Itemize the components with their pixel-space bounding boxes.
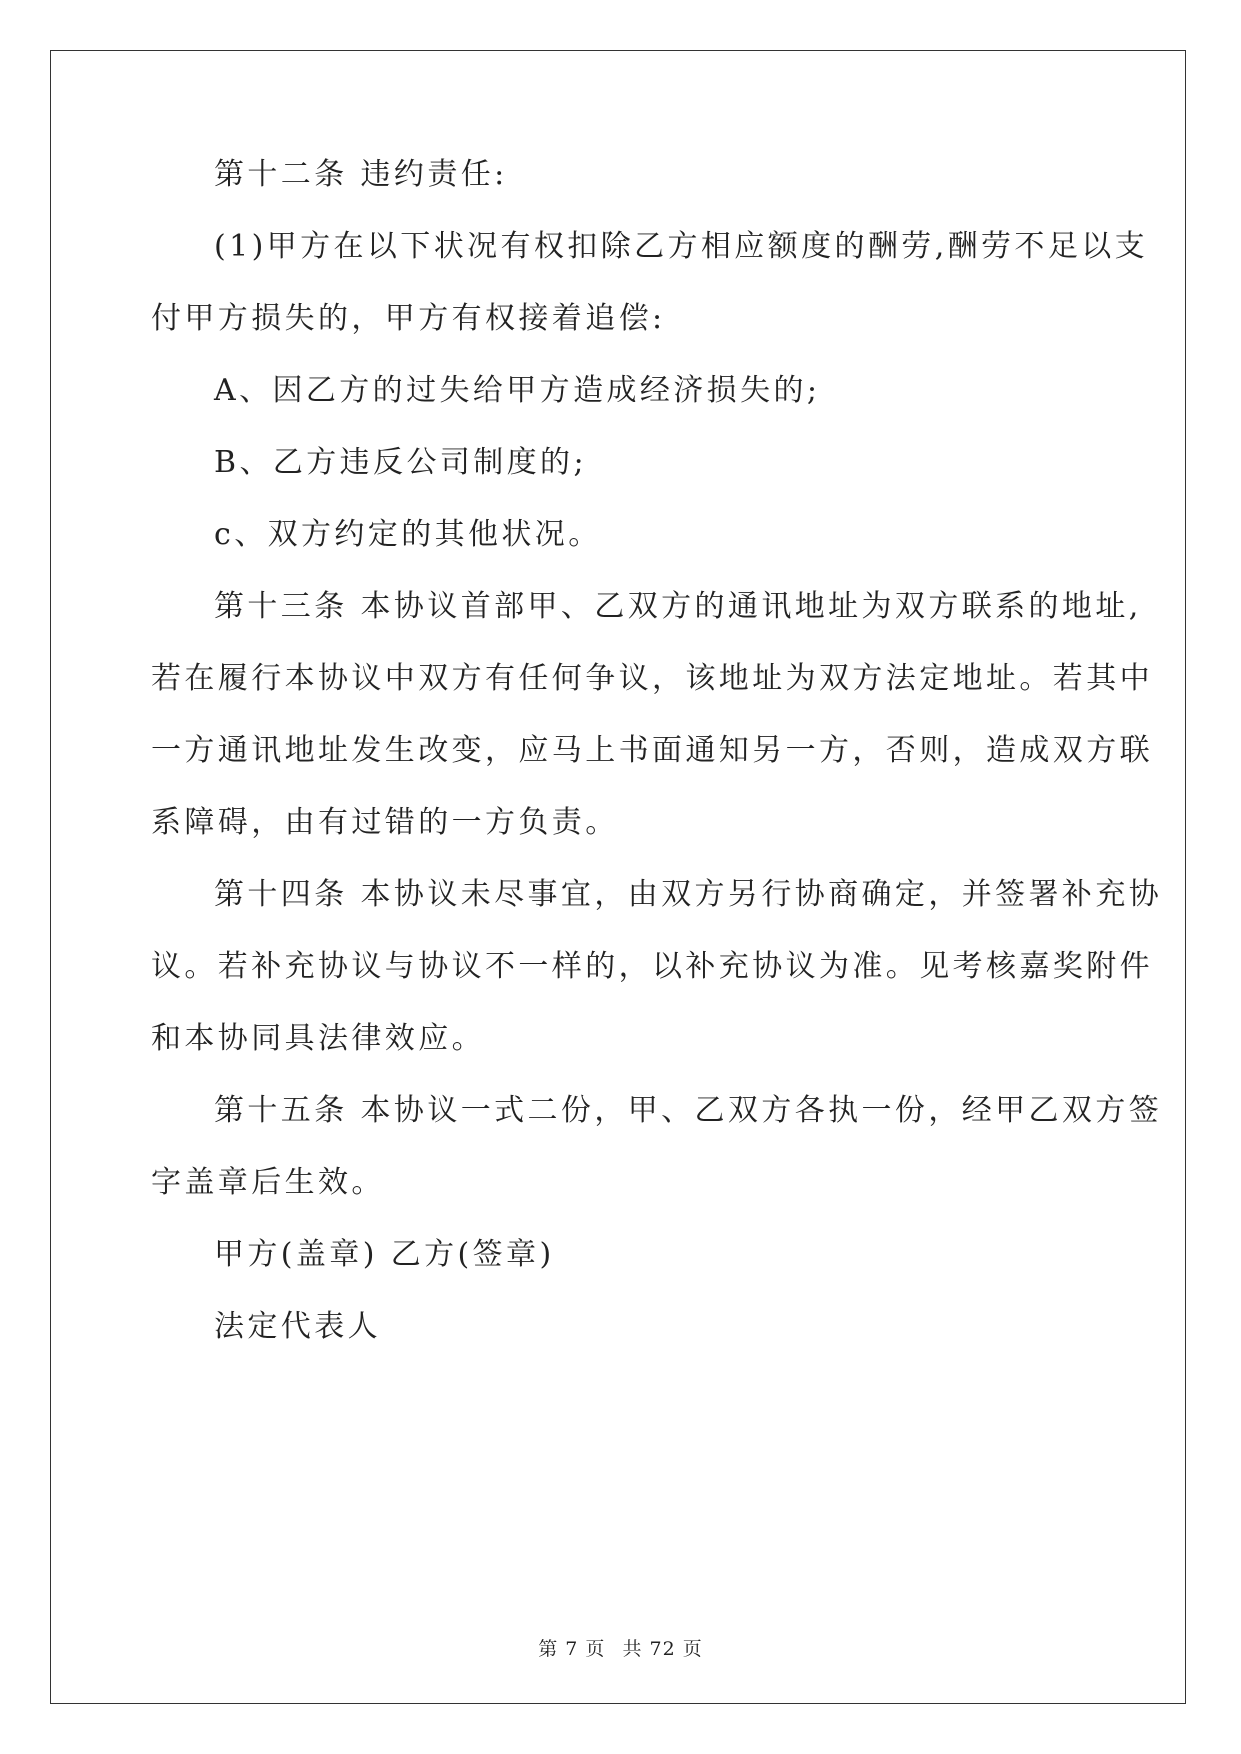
page-total: 共 72 页 [622, 1638, 703, 1660]
article-15-line-2: 字盖章后生效。 [151, 1165, 385, 1200]
clause-a: A、因乙方的过失给甲方造成经济损失的; [214, 373, 821, 408]
article-12-heading: 第十二条 违约责任: [214, 157, 508, 192]
legal-representative: 法定代表人 [214, 1309, 381, 1344]
clause-b: B、乙方违反公司制度的; [214, 445, 587, 480]
article-14-line-2: 议。若补充协议与协议不一样的，以补充协议为准。见考核嘉奖附件 [151, 949, 1153, 984]
signature-parties: 甲方(盖章) 乙方(签章) [214, 1237, 555, 1272]
clause-c: c、双方约定的其他状况。 [214, 517, 602, 552]
article-13-line-2: 若在履行本协议中双方有任何争议，该地址为双方法定地址。若其中 [151, 661, 1153, 696]
article-13-line-1: 第十三条 本协议首部甲、乙双方的通讯地址为双方联系的地址, [214, 589, 1142, 624]
page-number: 第 7 页 [538, 1638, 606, 1660]
article-14-line-1: 第十四条 本协议未尽事宜，由双方另行协商确定，并签署补充协 [214, 877, 1163, 912]
article-14-line-3: 和本协同具法律效应。 [151, 1021, 485, 1056]
article-13-line-4: 系障碍，由有过错的一方负责。 [151, 805, 619, 840]
clause-1-line-2: 付甲方损失的，甲方有权接着追偿: [151, 301, 666, 336]
page-footer [0, 1634, 1241, 1661]
article-15-line-1: 第十五条 本协议一式二份，甲、乙双方各执一份，经甲乙双方签 [214, 1093, 1163, 1128]
article-13-line-3: 一方通讯地址发生改变，应马上书面通知另一方，否则，造成双方联 [151, 733, 1153, 768]
clause-1-line-1: (1)甲方在以下状况有权扣除乙方相应额度的酬劳,酬劳不足以支 [214, 229, 1149, 264]
